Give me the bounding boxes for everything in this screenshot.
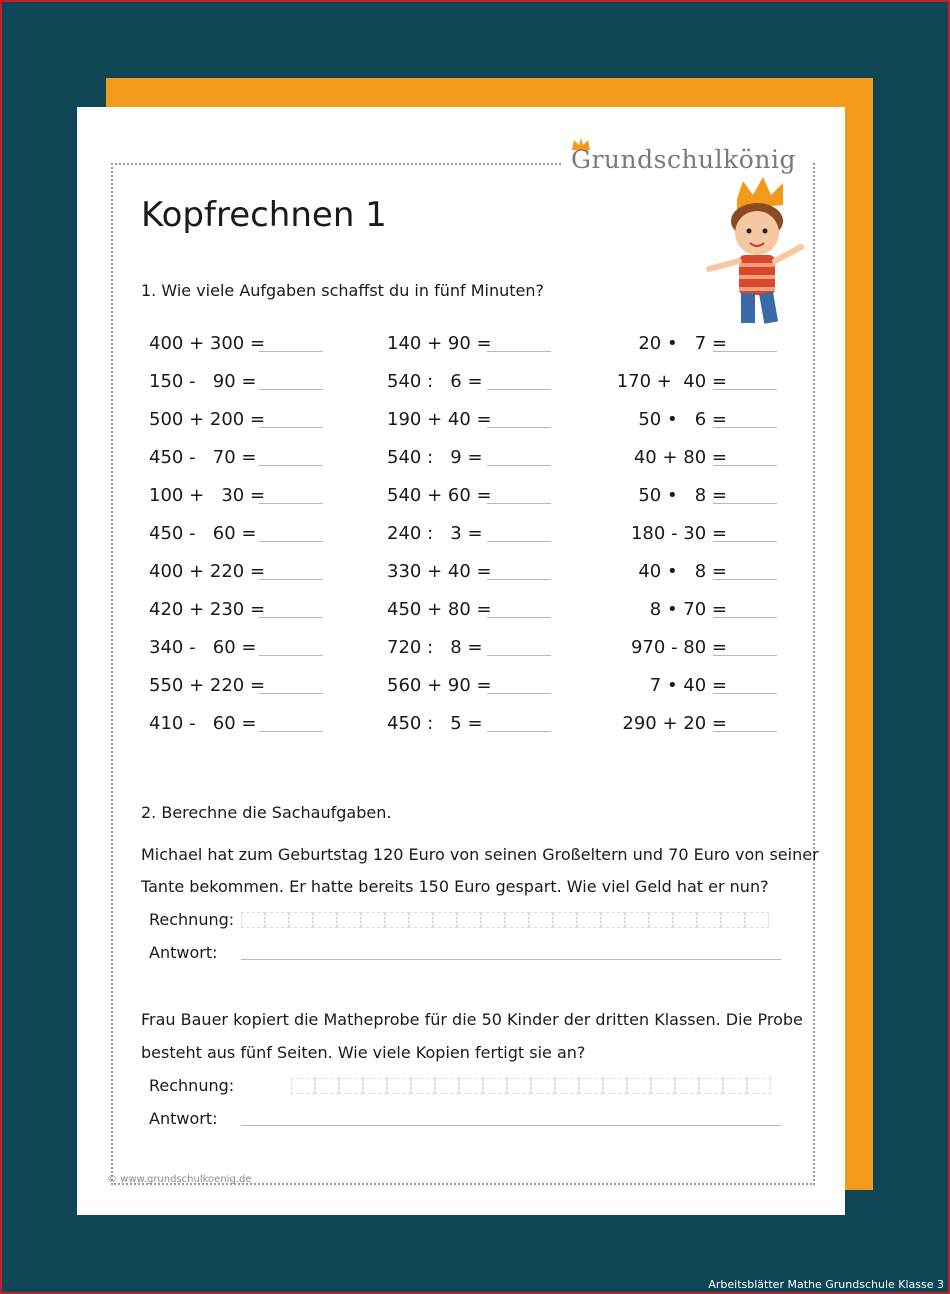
rechnung-label-1: Rechnung: <box>149 910 235 929</box>
task-2-heading: 2. Berechne die Sachaufgaben. <box>141 803 392 822</box>
equation-c1-r2: 150 - 90 = <box>149 371 257 392</box>
answer-blank-c1-r1[interactable] <box>259 351 323 352</box>
answer-blank-c2-r4[interactable] <box>487 465 551 466</box>
grid-cell <box>409 912 433 928</box>
answer-blank-c3-r11[interactable] <box>713 731 777 732</box>
answer-blank-c2-r2[interactable] <box>487 389 551 390</box>
problem-1-line-2: Tante bekommen. Er hatte bereits 150 Euro gespart. Wie viel Geld hat er nun? <box>141 877 769 896</box>
answer-blank-c3-r5[interactable] <box>713 503 777 504</box>
equation-c3-r10: 7 • 40 = <box>649 675 727 696</box>
problem-2-line-1: Frau Bauer kopiert die Matheprobe für die 50 Kinder der dritten Klassen. Die Probe <box>141 1010 803 1029</box>
answer-blank-c1-r3[interactable] <box>259 427 323 428</box>
answer-blank-c3-r4[interactable] <box>713 465 777 466</box>
grid-cell <box>697 912 721 928</box>
page-title: Kopfrechnen 1 <box>141 195 387 235</box>
answer-blank-c3-r1[interactable] <box>713 351 777 352</box>
grid-cell <box>457 912 481 928</box>
grid-cell <box>291 1078 315 1094</box>
grid-cell <box>649 912 673 928</box>
equation-c1-r6: 450 - 60 = <box>149 523 257 544</box>
grid-cell <box>289 912 313 928</box>
equation-c2-r11: 450 : 5 = <box>387 713 483 734</box>
image-caption: Arbeitsblätter Mathe Grundschule Klasse 3 <box>708 1278 944 1291</box>
grid-cell <box>433 912 457 928</box>
equation-c3-r3: 50 • 6 = <box>638 409 727 430</box>
equation-c1-r9: 340 - 60 = <box>149 637 257 658</box>
rechnung-label-2: Rechnung: <box>149 1076 235 1095</box>
grid-cell <box>411 1078 435 1094</box>
equation-c1-r7: 400 + 220 = <box>149 561 266 582</box>
answer-blank-c1-r9[interactable] <box>259 655 323 656</box>
equation-c2-r5: 540 + 60 = <box>387 485 492 506</box>
grid-cell <box>507 1078 531 1094</box>
grid-cell <box>745 912 769 928</box>
equation-c2-r10: 560 + 90 = <box>387 675 492 696</box>
equation-c3-r9: 970 - 80 = <box>630 637 727 658</box>
grid-cell <box>579 1078 603 1094</box>
equation-c3-r1: 20 • 7 = <box>638 333 727 354</box>
antwort-label-2: Antwort: <box>149 1109 218 1128</box>
footer-copyright: © www.grundschulkoenig.de <box>107 1174 252 1185</box>
grid-cell <box>577 912 601 928</box>
grid-cell <box>553 912 577 928</box>
equation-c3-r4: 40 + 80 = <box>633 447 727 468</box>
grid-cell <box>363 1078 387 1094</box>
equation-c1-r5: 100 + 30 = <box>149 485 266 506</box>
equation-c3-r7: 40 • 8 = <box>638 561 727 582</box>
answer-blank-c3-r2[interactable] <box>713 389 777 390</box>
grid-cell <box>483 1078 507 1094</box>
grid-cell <box>459 1078 483 1094</box>
king-boy-illustration-icon <box>697 169 807 334</box>
calculation-grid-2[interactable] <box>291 1078 771 1094</box>
equation-c2-r3: 190 + 40 = <box>387 409 492 430</box>
grid-cell <box>747 1078 771 1094</box>
grid-cell <box>481 912 505 928</box>
answer-blank-c3-r3[interactable] <box>713 427 777 428</box>
worksheet-page <box>77 107 845 1215</box>
grid-cell <box>505 912 529 928</box>
equation-c1-r1: 400 + 300 = <box>149 333 266 354</box>
answer-blank-c2-r9[interactable] <box>487 655 551 656</box>
answer-blank-c1-r6[interactable] <box>259 541 323 542</box>
grid-cell <box>651 1078 675 1094</box>
answer-blank-c2-r11[interactable] <box>487 731 551 732</box>
grid-cell <box>387 1078 411 1094</box>
equation-c1-r11: 410 - 60 = <box>149 713 257 734</box>
problem-1-line-1: Michael hat zum Geburtstag 120 Euro von seinen Großeltern und 70 Euro von seiner <box>141 845 819 864</box>
answer-line-1[interactable] <box>241 959 781 960</box>
grid-cell <box>339 1078 363 1094</box>
grid-cell <box>337 912 361 928</box>
answer-blank-c2-r3[interactable] <box>487 427 551 428</box>
equation-c2-r6: 240 : 3 = <box>387 523 483 544</box>
equation-c1-r8: 420 + 230 = <box>149 599 266 620</box>
equation-c2-r2: 540 : 6 = <box>387 371 483 392</box>
grid-cell <box>313 912 337 928</box>
grid-cell <box>531 1078 555 1094</box>
equation-c2-r7: 330 + 40 = <box>387 561 492 582</box>
answer-blank-c3-r10[interactable] <box>713 693 777 694</box>
grid-cell <box>241 912 265 928</box>
answer-blank-c2-r8[interactable] <box>487 617 551 618</box>
answer-blank-c2-r10[interactable] <box>487 693 551 694</box>
grid-cell <box>265 912 289 928</box>
answer-blank-c3-r6[interactable] <box>713 541 777 542</box>
grid-cell <box>361 912 385 928</box>
answer-blank-c2-r1[interactable] <box>487 351 551 352</box>
brand-logo: Grundschulkönig <box>571 145 796 174</box>
grid-cell <box>673 912 697 928</box>
task-1-heading: 1. Wie viele Aufgaben schaffst du in fünf Minuten? <box>141 281 544 300</box>
answer-blank-c1-r7[interactable] <box>259 579 323 580</box>
equation-c3-r5: 50 • 8 = <box>638 485 727 506</box>
grid-cell <box>529 912 553 928</box>
grid-cell <box>601 912 625 928</box>
answer-blank-c2-r7[interactable] <box>487 579 551 580</box>
grid-cell <box>721 912 745 928</box>
grid-cell <box>625 912 649 928</box>
equation-c3-r8: 8 • 70 = <box>649 599 727 620</box>
equation-c3-r11: 290 + 20 = <box>622 713 727 734</box>
answer-blank-c1-r2[interactable] <box>259 389 323 390</box>
answer-blank-c1-r4[interactable] <box>259 465 323 466</box>
answer-blank-c1-r11[interactable] <box>259 731 323 732</box>
grid-cell <box>723 1078 747 1094</box>
problem-2-line-2: besteht aus fünf Seiten. Wie viele Kopien fertigt sie an? <box>141 1043 586 1062</box>
grid-cell <box>603 1078 627 1094</box>
answer-blank-c2-r5[interactable] <box>487 503 551 504</box>
equation-c2-r9: 720 : 8 = <box>387 637 483 658</box>
calculation-grid-1[interactable] <box>241 912 769 928</box>
antwort-label-1: Antwort: <box>149 943 218 962</box>
grid-cell <box>627 1078 651 1094</box>
answer-line-2[interactable] <box>241 1125 781 1126</box>
equation-c2-r8: 450 + 80 = <box>387 599 492 620</box>
equation-c3-r6: 180 - 30 = <box>630 523 727 544</box>
equation-c2-r4: 540 : 9 = <box>387 447 483 468</box>
answer-blank-c1-r5[interactable] <box>259 503 323 504</box>
equation-c2-r1: 140 + 90 = <box>387 333 492 354</box>
grid-cell <box>435 1078 459 1094</box>
equation-c1-r4: 450 - 70 = <box>149 447 257 468</box>
answer-blank-c3-r9[interactable] <box>713 655 777 656</box>
grid-cell <box>315 1078 339 1094</box>
answer-blank-c3-r7[interactable] <box>713 579 777 580</box>
equation-c3-r2: 170 + 40 = <box>616 371 727 392</box>
grid-cell <box>555 1078 579 1094</box>
answer-blank-c2-r6[interactable] <box>487 541 551 542</box>
equation-c1-r3: 500 + 200 = <box>149 409 266 430</box>
answer-blank-c1-r10[interactable] <box>259 693 323 694</box>
answer-blank-c1-r8[interactable] <box>259 617 323 618</box>
answer-blank-c3-r8[interactable] <box>713 617 777 618</box>
equation-c1-r10: 550 + 220 = <box>149 675 266 696</box>
grid-cell <box>385 912 409 928</box>
grid-cell <box>675 1078 699 1094</box>
grid-cell <box>699 1078 723 1094</box>
